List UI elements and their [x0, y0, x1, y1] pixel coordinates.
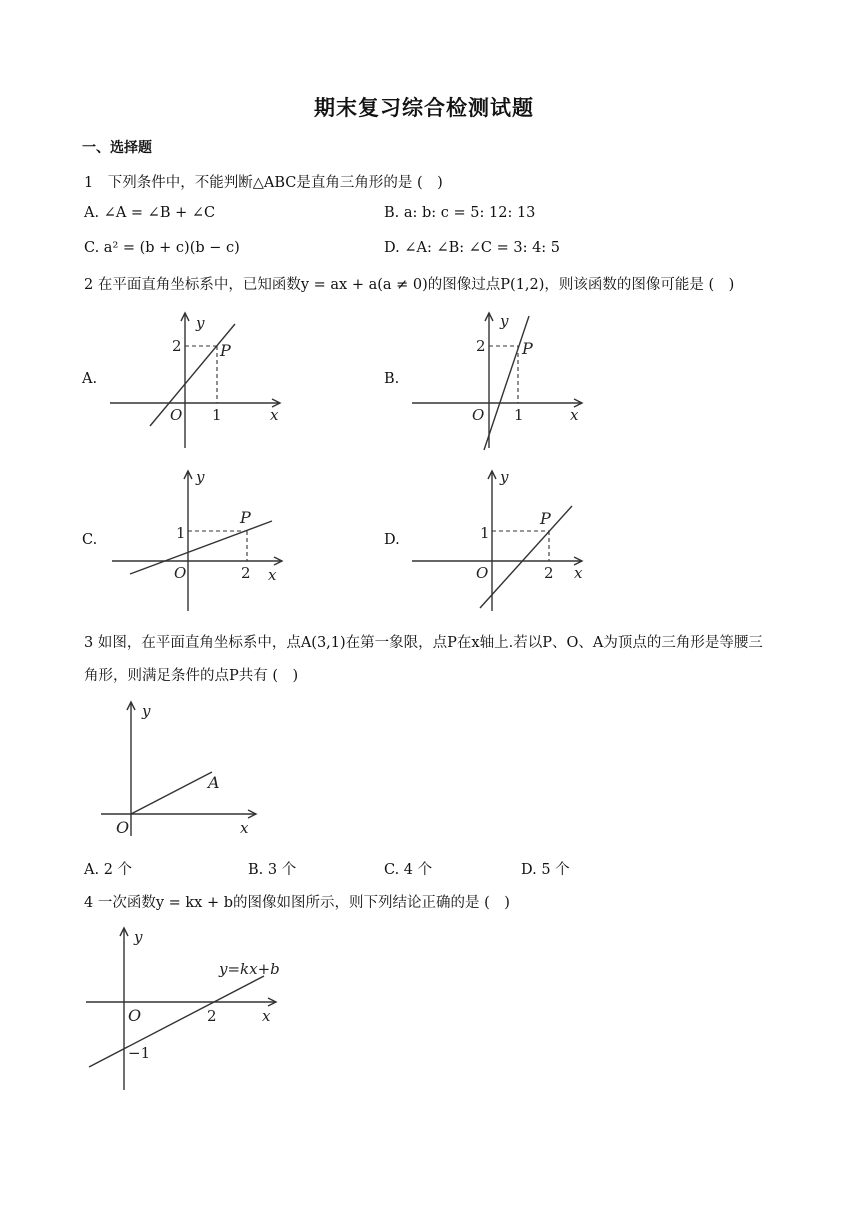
question-1-option-b: B. a: b: c = 5: 12: 13	[384, 205, 536, 221]
x-tick-label: 2	[241, 564, 251, 582]
question-2-option-d: D.	[384, 532, 400, 548]
point-label: P	[522, 339, 533, 358]
question-2-option-a: A.	[82, 371, 98, 387]
graph-b	[412, 308, 592, 453]
question-2-stem: 2 在平面直角坐标系中，已知函数y = ax + a(a ≠ 0)的图像过点P(1,2)，则该函数的图像可能是 ( )	[84, 277, 735, 293]
origin-label: O	[128, 1006, 142, 1025]
origin-label: O	[476, 564, 489, 582]
function-line	[130, 521, 272, 574]
origin-label: O	[116, 818, 130, 837]
question-1-option-c: C. a² = (b + c)(b − c)	[84, 240, 240, 256]
question-3-option-a: A. 2 个	[84, 862, 133, 878]
question-3-option-d: D. 5 个	[521, 862, 570, 878]
question-1-option-d: D. ∠A: ∠B: ∠C = 3: 4: 5	[384, 240, 561, 256]
question-4-stem: 4 一次函数y = kx + b的图像如图所示，则下列结论正确的是 ( )	[84, 895, 510, 911]
function-line	[150, 324, 235, 426]
line-label: y=kx+b	[219, 960, 280, 978]
function-line	[89, 976, 264, 1067]
x-axis-label: x	[240, 819, 249, 837]
y-tick-label: 2	[172, 337, 182, 355]
y-tick-label: 1	[176, 524, 186, 542]
y-axis-label: y	[134, 928, 143, 946]
y-tick-label: 2	[476, 337, 486, 355]
origin-label: O	[170, 406, 183, 424]
section-heading: 一、选择题	[82, 140, 152, 156]
question-3-option-b: B. 3 个	[248, 862, 297, 878]
x-tick-label: 1	[212, 406, 222, 424]
y-axis-label: y	[196, 468, 205, 486]
point-label: P	[220, 341, 231, 360]
x-tick-label: 1	[514, 406, 524, 424]
point-label: P	[540, 509, 551, 528]
y-tick-label: −1	[128, 1044, 151, 1062]
point-a-label: A	[208, 773, 220, 792]
graph-a	[110, 308, 290, 453]
x-axis-label: x	[270, 406, 279, 424]
y-axis-label: y	[196, 314, 205, 332]
segment-oa	[131, 772, 212, 814]
graph-c	[112, 466, 292, 614]
function-line	[480, 506, 572, 608]
question-1-option-a: A. ∠A = ∠B + ∠C	[84, 205, 216, 221]
y-tick-label: 1	[480, 524, 490, 542]
question-3-stem-line-2: 角形，则满足条件的点P共有 ( )	[84, 668, 299, 684]
x-axis-label: x	[574, 564, 583, 582]
x-axis-label: x	[268, 566, 277, 584]
origin-label: O	[472, 406, 485, 424]
function-line	[484, 316, 529, 450]
x-axis-label: x	[570, 406, 579, 424]
question-4-figure	[84, 922, 294, 1094]
origin-label: O	[174, 564, 187, 582]
x-axis-label: x	[262, 1007, 271, 1025]
question-3-figure	[96, 696, 266, 844]
y-axis-label: y	[142, 702, 151, 720]
y-axis-label: y	[500, 312, 509, 330]
question-3-option-c: C. 4 个	[384, 862, 433, 878]
x-tick-label: 2	[544, 564, 554, 582]
question-1-stem: 1 下列条件中，不能判断△ABC是直角三角形的是 ( )	[84, 175, 443, 191]
point-label: P	[240, 508, 251, 527]
x-tick-label: 2	[207, 1007, 217, 1025]
question-2-option-b: B.	[384, 371, 400, 387]
question-3-stem-line-1: 3 如图，在平面直角坐标系中，点A(3,1)在第一象限，点P在x轴上.若以P、O、A为顶点的三角形是等腰三	[84, 635, 763, 651]
page-title: 期末复习综合检测试题	[314, 95, 534, 120]
graph-d	[412, 466, 592, 614]
y-axis-label: y	[500, 468, 509, 486]
question-2-option-c: C.	[82, 532, 98, 548]
